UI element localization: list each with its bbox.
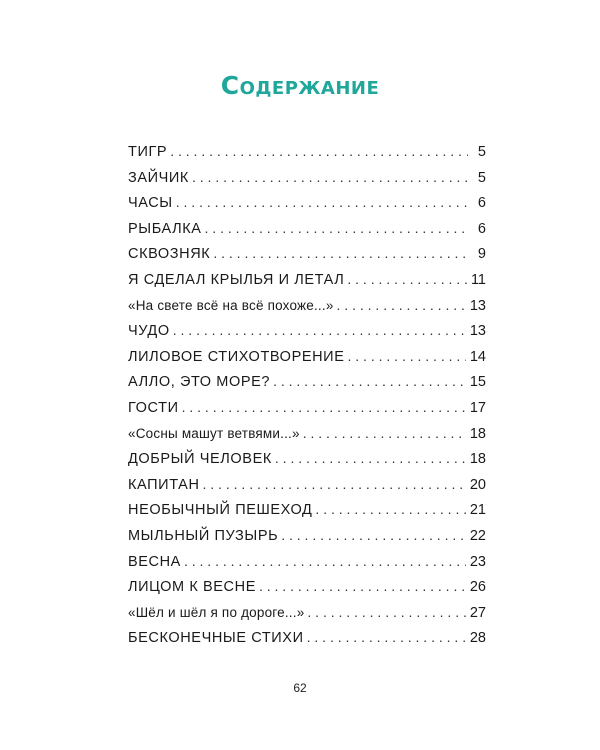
page-title: Содержание <box>220 71 380 100</box>
toc-entry-page: 26 <box>469 579 486 596</box>
toc-entry <box>128 190 486 216</box>
toc-entry-page: 20 <box>469 476 486 493</box>
toc-entry <box>128 293 486 319</box>
toc-entry <box>128 497 486 523</box>
toc-leader-dots <box>281 523 466 549</box>
toc-leader-dots <box>213 241 468 267</box>
toc-entry-title: ГОСТИ <box>128 399 179 416</box>
toc-entry <box>128 344 486 370</box>
toc-entry <box>128 600 486 626</box>
toc-entry <box>128 165 486 191</box>
toc-entry-page: 6 <box>477 195 486 212</box>
toc-entry-page: 5 <box>477 144 486 160</box>
toc-entry-page: 22 <box>469 527 486 544</box>
toc-entry-page: 28 <box>469 630 486 647</box>
toc-entry <box>128 574 486 600</box>
toc-entry-page: 13 <box>469 323 486 340</box>
toc-leader-dots <box>192 165 468 191</box>
toc-leader-dots <box>307 625 466 651</box>
toc-entry-page: 5 <box>477 169 486 186</box>
toc-leader-dots <box>307 600 465 626</box>
toc-entry-page: 6 <box>477 220 486 237</box>
toc-entry <box>128 139 486 165</box>
toc-entry-page: 14 <box>469 348 486 365</box>
toc-entry-page: 27 <box>469 604 486 621</box>
toc-entry-page: 11 <box>470 271 486 288</box>
toc-entry-title: МЫЛЬНЫЙ ПУЗЫРЬ <box>128 527 279 544</box>
toc-entry-page: 23 <box>469 553 486 570</box>
toc-entry <box>128 318 486 344</box>
toc-entry <box>128 549 486 575</box>
toc-entry <box>128 446 486 472</box>
toc-leader-dots <box>273 369 466 395</box>
toc-leader-dots <box>170 139 468 165</box>
toc-entry-title: ТИГР <box>128 144 168 160</box>
toc-entry-title: ЧАСЫ <box>128 195 173 212</box>
toc-entry <box>128 395 486 421</box>
toc-leader-dots <box>203 472 466 498</box>
toc-entry-title: ЗАЙЧИК <box>128 169 189 186</box>
page-number: 62 <box>293 681 307 695</box>
toc-entry-page: 9 <box>477 246 486 263</box>
toc-leader-dots <box>303 421 466 447</box>
toc-entry-title: ЧУДО <box>128 323 170 340</box>
toc-entry-title: АЛЛО, ЭТО МОРЕ? <box>128 374 271 391</box>
toc-leader-dots <box>337 293 466 319</box>
toc-leader-dots <box>205 216 468 242</box>
toc-entry-title: Я СДЕЛАЛ КРЫЛЬЯ И ЛЕТАЛ <box>128 271 345 288</box>
toc-leader-dots <box>182 395 466 421</box>
toc-entry <box>128 267 486 293</box>
toc-leader-dots <box>173 318 466 344</box>
toc-entry-title: ВЕСНА <box>128 553 181 570</box>
toc-entry <box>128 472 486 498</box>
toc-entry-title: «Шёл и шёл я по дороге...» <box>128 604 305 620</box>
toc-entry <box>128 421 486 447</box>
toc-entry <box>128 625 486 651</box>
toc-entry-page: 18 <box>469 451 486 468</box>
toc-entry-page: 15 <box>469 374 486 391</box>
toc-leader-dots <box>347 267 467 293</box>
toc-entry-title: «Сосны машут ветвями...» <box>128 425 300 441</box>
toc-entry-title: «На свете всё на всё похоже...» <box>128 297 334 313</box>
toc-leader-dots <box>259 574 466 600</box>
toc-leader-dots <box>176 190 468 216</box>
toc-entry <box>128 216 486 242</box>
toc-entry-page: 18 <box>469 425 486 442</box>
toc-entry-title: СКВОЗНЯК <box>128 246 211 263</box>
toc-entry-title: КАПИТАН <box>128 476 200 493</box>
toc-leader-dots <box>275 446 466 472</box>
toc-entry-title: ЛИЦОМ К ВЕСНЕ <box>128 579 256 596</box>
toc-leader-dots <box>315 497 465 523</box>
toc-leader-dots <box>184 549 466 575</box>
toc-entry <box>128 241 486 267</box>
toc-entry <box>128 523 486 549</box>
toc-entry-page: 13 <box>469 297 486 314</box>
table-of-contents <box>128 139 486 651</box>
toc-leader-dots <box>347 344 465 370</box>
toc-entry-title: НЕОБЫЧНЫЙ ПЕШЕХОД <box>128 502 313 519</box>
toc-entry-title: ЛИЛОВОЕ СТИХОТВОРЕНИЕ <box>128 348 345 365</box>
toc-entry-title: БЕСКОНЕЧНЫЕ СТИХИ <box>128 630 304 647</box>
toc-entry <box>128 369 486 395</box>
toc-entry-page: 17 <box>469 399 486 416</box>
toc-entry-title: ДОБРЫЙ ЧЕЛОВЕК <box>128 451 272 468</box>
toc-entry-title: РЫБАЛКА <box>128 220 202 237</box>
toc-entry-page: 21 <box>469 502 486 519</box>
